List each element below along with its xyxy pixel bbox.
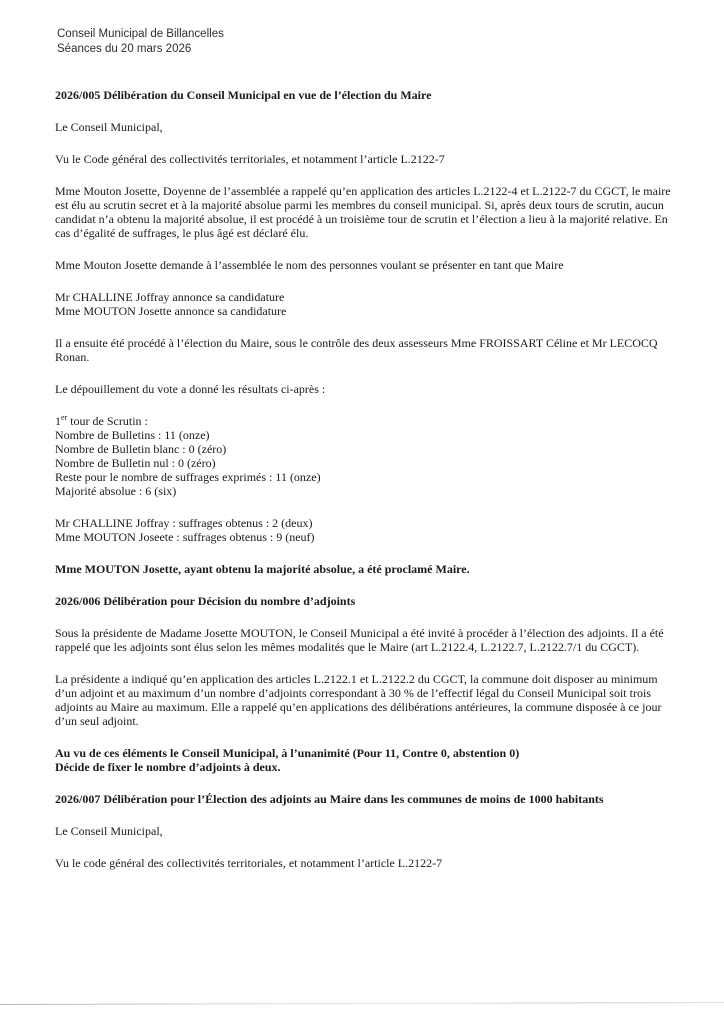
suffrages-obtenus-block (55, 516, 679, 544)
paragraph-demande-candidats: Mme Mouton Josette demande à l’assemblée le nom des personnes voulant se présenter en tant que Maire (55, 258, 564, 272)
candidatures-list (55, 290, 679, 318)
paragraph-doyenne: Mme Mouton Josette, Doyenne de l’assemblée a rappelé qu’en application des articles L.2122-4 et L.2122-7 du CGCT, le maire est élu au scrutin secret et à la majorité absolue parmi les membres du conseil municipal. Si, après deux tours de scrutin, aucun candidat n’a obtenu la majorité absolue, il est procédé à un troisième tour de scrutin et l’élection a lieu à la majorité relative. En cas d’égalité de suffrages, le plus âgé est déclaré élu. (55, 184, 671, 240)
paragraph-conseil-municipal-2: Le Conseil Municipal, (55, 824, 163, 838)
scrutin-bulletin-nul: Nombre de Bulletin nul : 0 (zéro) (55, 456, 216, 470)
paragraph-depouillement: Le dépouillement du vote a donné les résultats ci-après : (55, 382, 326, 396)
scrutin-round-label: tour de Scrutin : (67, 414, 148, 428)
scrutin-results-block (55, 414, 679, 498)
suffrages-mouton: Mme MOUTON Joseete : suffrages obtenus : 9 (neuf) (55, 530, 315, 544)
scrutin-round-number: 1 (55, 414, 61, 428)
paragraph-conseil-municipal-1: Le Conseil Municipal, (55, 120, 163, 134)
decision-fixer-adjoints: Décide de fixer le nombre d’adjoints à deux. (55, 760, 281, 774)
document-content (55, 88, 679, 888)
paragraph-vu-code-2: Vu le code général des collectivités territoriales, et notamment l’article L.2122-7 (55, 856, 443, 870)
suffrages-challine: Mr CHALLINE Joffray : suffrages obtenus : 2 (deux) (55, 516, 313, 530)
deliberation-007-title: 2026/007 Délibération pour l’Élection des adjoints au Maire dans les communes de moins de 1000 habitants (55, 792, 604, 806)
scrutin-round-line (55, 414, 679, 428)
header-session-date: Séances du 20 mars 2026 (57, 43, 192, 55)
document-header (57, 27, 224, 57)
paragraph-presidente-indique: La présidente a indiqué qu’en application des articles L.2122.1 et L.2122.2 du CGCT, la commune doit disposer au minimum d’un adjoint et au maximum d’un nombre d’adjoints correspondant à 30 % de l’effectif légal du Conseil Municipal soit trois adjoints au Maire au maximum. Elle a rappelé qu’en applications des délibérations antérieures, la commune disposée à ce jour d’un seul adjoint. (55, 672, 662, 728)
scrutin-majorite-absolue: Majorité absolue : 6 (six) (55, 484, 177, 498)
decision-unanimite: Au vu de ces éléments le Conseil Municipal, à l’unanimité (Pour 11, Contre 0, abstention 0) (55, 746, 520, 760)
scrutin-bulletins: Nombre de Bulletins : 11 (onze) (55, 428, 210, 442)
deliberation-006-title: 2026/006 Délibération pour Décision du nombre d’adjoints (55, 594, 356, 608)
paragraph-sous-presidente: Sous la présidente de Madame Josette MOUTON, le Conseil Municipal a été invité à procéder à l’élection des adjoints. Il a été rappelé que les adjoints sont élus selon les mêmes modalités que le Maire (art L.2122.4, L.2122.7, L.2122.7/1 du CGCT). (55, 626, 664, 654)
proclamation-maire: Mme MOUTON Josette, ayant obtenu la majorité absolue, a été proclamé Maire. (55, 562, 470, 576)
scrutin-bulletin-blanc: Nombre de Bulletin blanc : 0 (zéro) (55, 442, 227, 456)
scan-artifact-line (0, 1002, 724, 1005)
candidature-mouton: Mme MOUTON Josette annonce sa candidature (55, 304, 287, 318)
paragraph-vu-code-1: Vu le Code général des collectivités territoriales, et notamment l’article L.2122-7 (55, 152, 445, 166)
candidature-challine: Mr CHALLINE Joffray annonce sa candidature (55, 290, 285, 304)
decision-block (55, 746, 679, 774)
paragraph-assesseurs: Il a ensuite été procédé à l’élection du Maire, sous le contrôle des deux assesseurs Mme FROISSART Céline et Mr LECOCQ Ronan. (55, 336, 658, 364)
scrutin-suffrages-exprimes: Reste pour le nombre de suffrages exprimés : 11 (onze) (55, 470, 321, 484)
deliberation-005-title: 2026/005 Délibération du Conseil Municipal en vue de l’élection du Maire (55, 88, 432, 102)
scrutin-round-ordinal: er (61, 413, 68, 422)
header-organization: Conseil Municipal de Billancelles (57, 28, 224, 40)
